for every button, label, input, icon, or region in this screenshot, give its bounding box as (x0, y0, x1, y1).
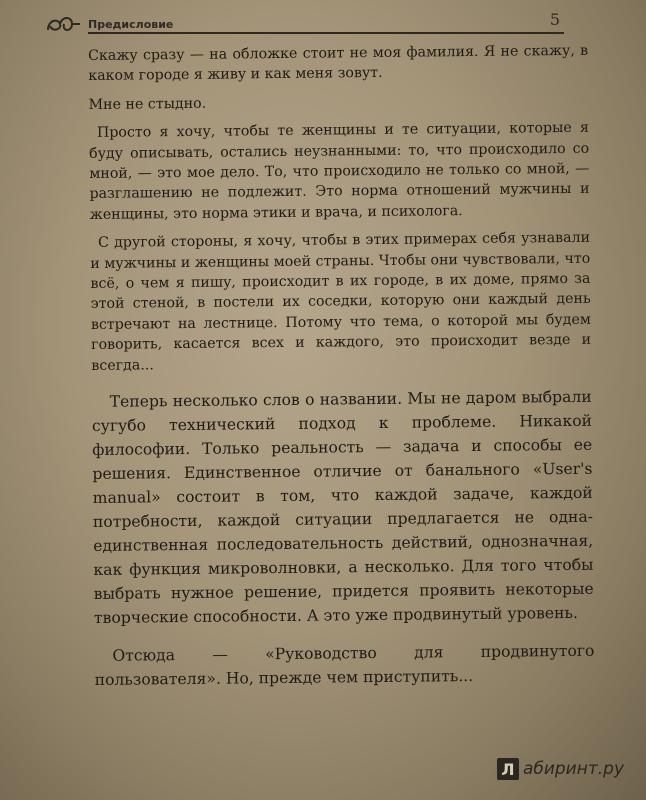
publisher-logo-icon (44, 12, 84, 36)
labirint-watermark (497, 756, 624, 782)
paragraph: С другой стороны, я хочу, чтобы в этих примерах себя узнавали и мужчины и женщины моей страны. Чтобы они чувствовали, что всё, о чем я пишу, происходит в их городе, в их доме, прямо за этой стеной, в постели их соседки, которую они каждый день встречают на лестнице. Потому что тема, о которой мы будем говорить, касается всех и каждого, это происходит везде и всегда... (90, 230, 592, 374)
page-number: 5 (549, 10, 560, 29)
paragraph: Отсюда — «Руководство для продвинутого пользователя». Но, прежде чем приступить... (94, 641, 595, 690)
body-text (88, 41, 595, 700)
page-header (44, 10, 564, 40)
paragraph: Теперь несколько слов о названии. Мы не даром выбрали сугубо технический подход к проблеме. Никакой философии. Только реальность — задача и способы ее решения. Единственное отличие от банального «User's manual» состоит в том, что каждой задаче, каждой потребности, каждой ситуации предлагается не одна-единственная последовательность действий, однозначная, как функция микроволновки, а несколько. Для того чтобы выбрать нужное решение, придется проявить некоторые творческие способности. А это уже продвинутый уровень. (91, 387, 594, 628)
paragraph: Мне не стыдно. (88, 95, 207, 113)
running-head: Предисловие (88, 18, 174, 31)
watermark-badge: Л (497, 758, 519, 780)
watermark-text: абиринт.ру (522, 759, 624, 779)
paragraph: Просто я хочу, чтобы те женщины и те ситуации, которые я буду описывать, остались неузнанными: то, что происходило со мной, — это мое дело. То, что происходило не только со мной, — разглашению не подлежит. Это норма отношений мужчины и женщины, это норма этики и врача, и психолога. (89, 119, 590, 223)
paragraph: Скажу сразу — на обложке стоит не моя фамилия. Я не скажу, в каком городе я живу и как меня зовут. (88, 42, 589, 85)
header-rule (88, 32, 564, 34)
